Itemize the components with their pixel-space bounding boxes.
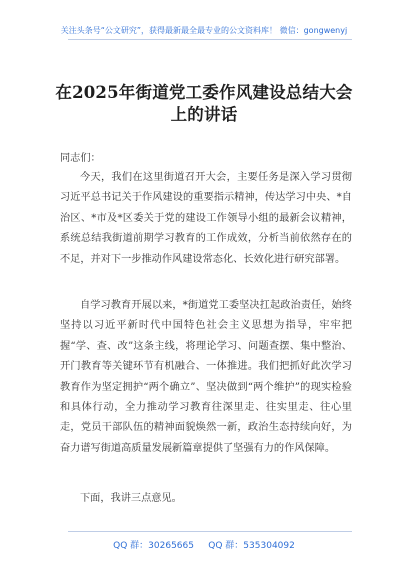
footer-qq-groups: QQ 群：30265665 QQ 群：535304092 — [113, 541, 295, 551]
header-promo-note: 关注头条号“公文研究”，获得最新最全最专业的公文资料库！ 微信：gongwenyj — [60, 26, 348, 35]
header-divider — [68, 39, 352, 40]
paragraph-transition: 下面，我讲三点意见。 — [80, 493, 182, 504]
paragraph-achievements: 自学习教育开展以来，*街道党工委坚决扛起政治责任，始终坚持以习近平新时代中国特色社会主义思想为指导，牢牢把握“学、查、改”这条主线，将理论学习、问题查摆、集中整治、开门教育等关键环节有机融合、一体推进。我们把抓好此次学习教育作为坚定拥护“两个确立”、坚决做到“两个维护”的现实检验和具体行动，全力推动学习教育往深里走、往实里走、往心里走，党员干部队伍的精神面貌焕然一新，政治生态持续向好，为奋力谱写街道高质量发展新篇章提供了坚强有力的作风保障。 — [60, 300, 352, 454]
paragraph-intro: 今天，我们在这里街道召开大会，主要任务是深入学习贯彻习近平总书记关于作风建设的重要指示精神，传达学习中央、*自治区、*市及*区委关于党的建设工作领导小组的最新会议精神，系统总结我街道前期学习教育的工作成效，分析当前依然存在的不足，并对下一步推动作风建设常态化、长效化进行研究部署。 — [60, 172, 352, 265]
document-title: 在2025年街道党工委作风建设总结大会上的讲话 — [55, 83, 353, 124]
greeting: 同志们： — [60, 153, 101, 164]
footer-divider — [68, 531, 352, 532]
